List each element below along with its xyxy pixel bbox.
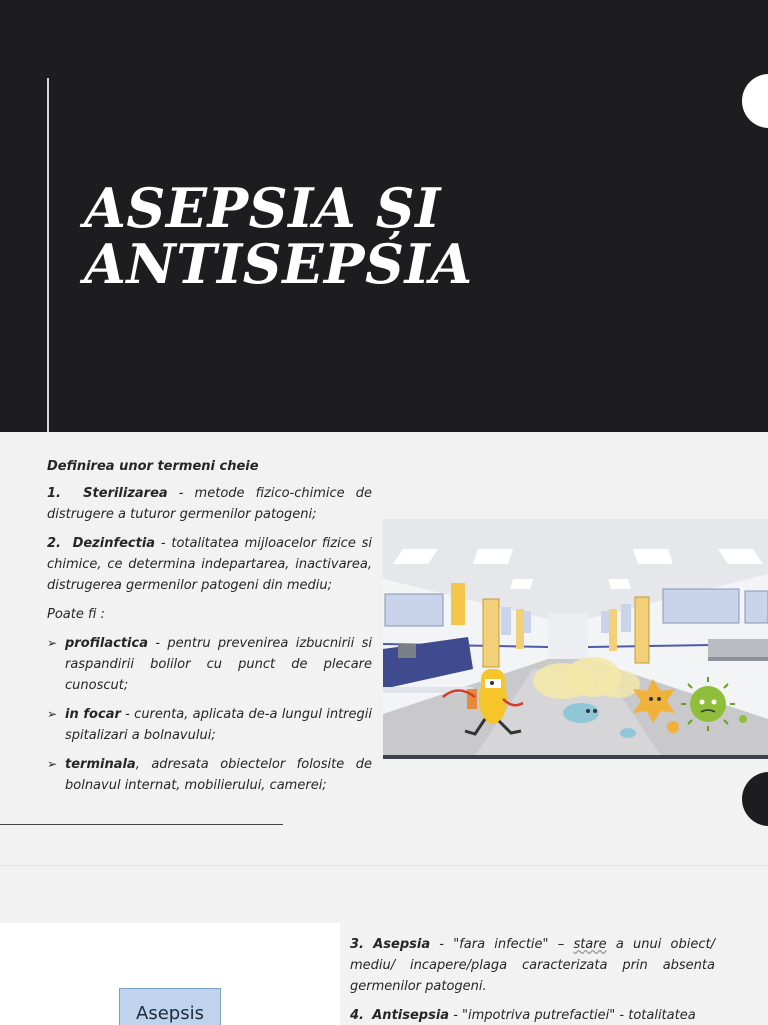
hospital-disinfection-illustration (383, 519, 768, 759)
arrow-bullet-icon: ➢ (47, 707, 58, 721)
definition-number: 1. (47, 486, 61, 501)
definitions-slide (0, 432, 768, 864)
list-item (47, 633, 372, 696)
arrow-bullet-icon: ➢ (47, 636, 58, 650)
definition-text: - metode fizico-chimice de distrugere a tuturor germenilor patogeni; (47, 486, 372, 522)
vertical-divider (47, 78, 49, 432)
definition-term: Dezinfectia (72, 536, 156, 551)
definition-item (47, 483, 372, 525)
type-text: - pentru prevenirea izbucnirii si raspandirii bolilor cu punct de plecare cunoscut; (65, 636, 372, 693)
definition-text: - "fara infectie" – (430, 937, 574, 952)
definitions-text (47, 456, 372, 804)
slide-title (84, 176, 473, 296)
arrow-bullet-icon: ➢ (47, 757, 58, 771)
title-line-1: ASEPSIA ȘI (84, 176, 441, 240)
definition-item (47, 533, 372, 596)
definition-term: Sterilizarea (83, 486, 168, 501)
definition-text: - totalitatea mijloacelor fizice si chimice, ce determina indepartarea, inactivarea, distrugerea germenilor patogeni din mediu; (47, 536, 373, 593)
asepsis-slide (0, 865, 768, 1025)
definition-number: 2. (47, 536, 61, 551)
spellcheck-marked-word: stare (573, 937, 607, 952)
title-slide (0, 0, 768, 432)
type-term: profilactica (65, 636, 148, 651)
title-line-2: ANTISEPSIA (84, 232, 473, 296)
decorative-circle (742, 74, 768, 128)
definition-term: Asepsia (373, 937, 431, 952)
asepsis-text (350, 934, 715, 1025)
definition-term: Antisepsia (372, 1008, 450, 1023)
type-text: - curenta, aplicata de-a lungul intregii spitalizari a bolnavului; (65, 707, 373, 743)
bottom-divider (0, 824, 283, 825)
definition-text: a unui obiect/ mediu/ incapere/plaga caracterizata prin absenta germenilor patogeni. (350, 937, 715, 994)
types-list (47, 633, 372, 796)
definitions-heading: Definirea unor termeni cheie (47, 459, 259, 474)
type-term: in focar (65, 707, 121, 722)
asepsis-box: Asepsis (119, 988, 221, 1025)
types-intro: Poate fi : (47, 607, 105, 622)
type-term: terminala (65, 757, 136, 772)
type-text: , adresata obiectelor folosite de bolnavul internat, mobilierului, camerei; (65, 757, 372, 793)
definition-item (350, 934, 715, 997)
list-item (47, 704, 372, 746)
definition-number: 4. (350, 1008, 364, 1023)
list-item (47, 754, 372, 796)
decorative-circle (742, 772, 768, 826)
definition-item (350, 1005, 715, 1025)
definition-text: - "impotriva putrefactiei" - totalitatea (449, 1008, 696, 1023)
definition-number: 3. (350, 937, 364, 952)
